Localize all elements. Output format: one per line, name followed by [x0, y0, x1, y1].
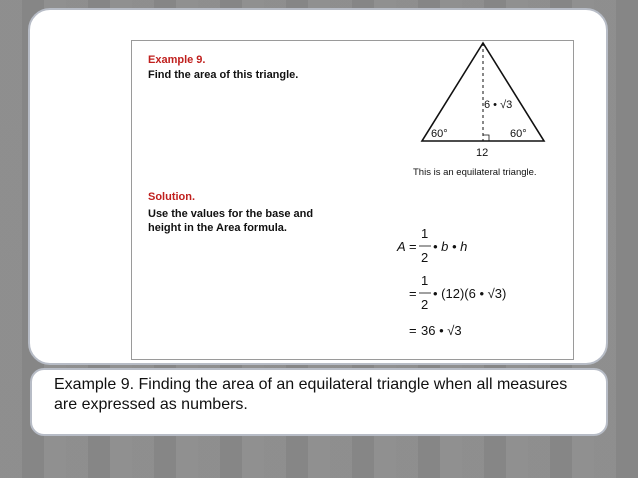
formula-line3: 36 • √3 [421, 323, 462, 338]
base-label: 12 [476, 147, 489, 159]
solution-title: Solution. [148, 191, 196, 203]
formula-eq-3: = [409, 323, 417, 338]
example-title: Example 9. [148, 54, 206, 66]
frac-den-2: 2 [421, 297, 429, 312]
frac-den-1: 2 [421, 250, 429, 265]
caption-card [30, 368, 608, 436]
formula-eq-2: = [409, 286, 417, 301]
example-task: Find the area of this triangle. [148, 69, 299, 81]
formula-eq-1: = [409, 239, 417, 254]
angle-left-label: 60° [431, 128, 448, 140]
slide-card [28, 8, 608, 365]
area-formula [387, 221, 567, 351]
right-angle-mark [483, 135, 489, 141]
formula-line2-rest: • (12)(6 • √3) [433, 286, 507, 301]
solution-text: Use the values for the base and height in the Area formula. [148, 208, 314, 234]
angle-right-label: 60° [510, 128, 527, 140]
triangle-figure [402, 41, 562, 166]
formula-lhs: A [397, 239, 406, 254]
slide-caption: Example 9. Finding the area of an equilateral triangle when all measures are expressed as numbers. [54, 376, 568, 413]
frac-num-2: 1 [421, 273, 429, 288]
height-label: 6 • √3 [484, 99, 513, 111]
frac-num-1: 1 [421, 226, 429, 241]
example-content [131, 40, 574, 360]
triangle-caption: This is an equilateral triangle. [413, 167, 537, 178]
formula-line1-rest: • b • h [433, 239, 468, 254]
